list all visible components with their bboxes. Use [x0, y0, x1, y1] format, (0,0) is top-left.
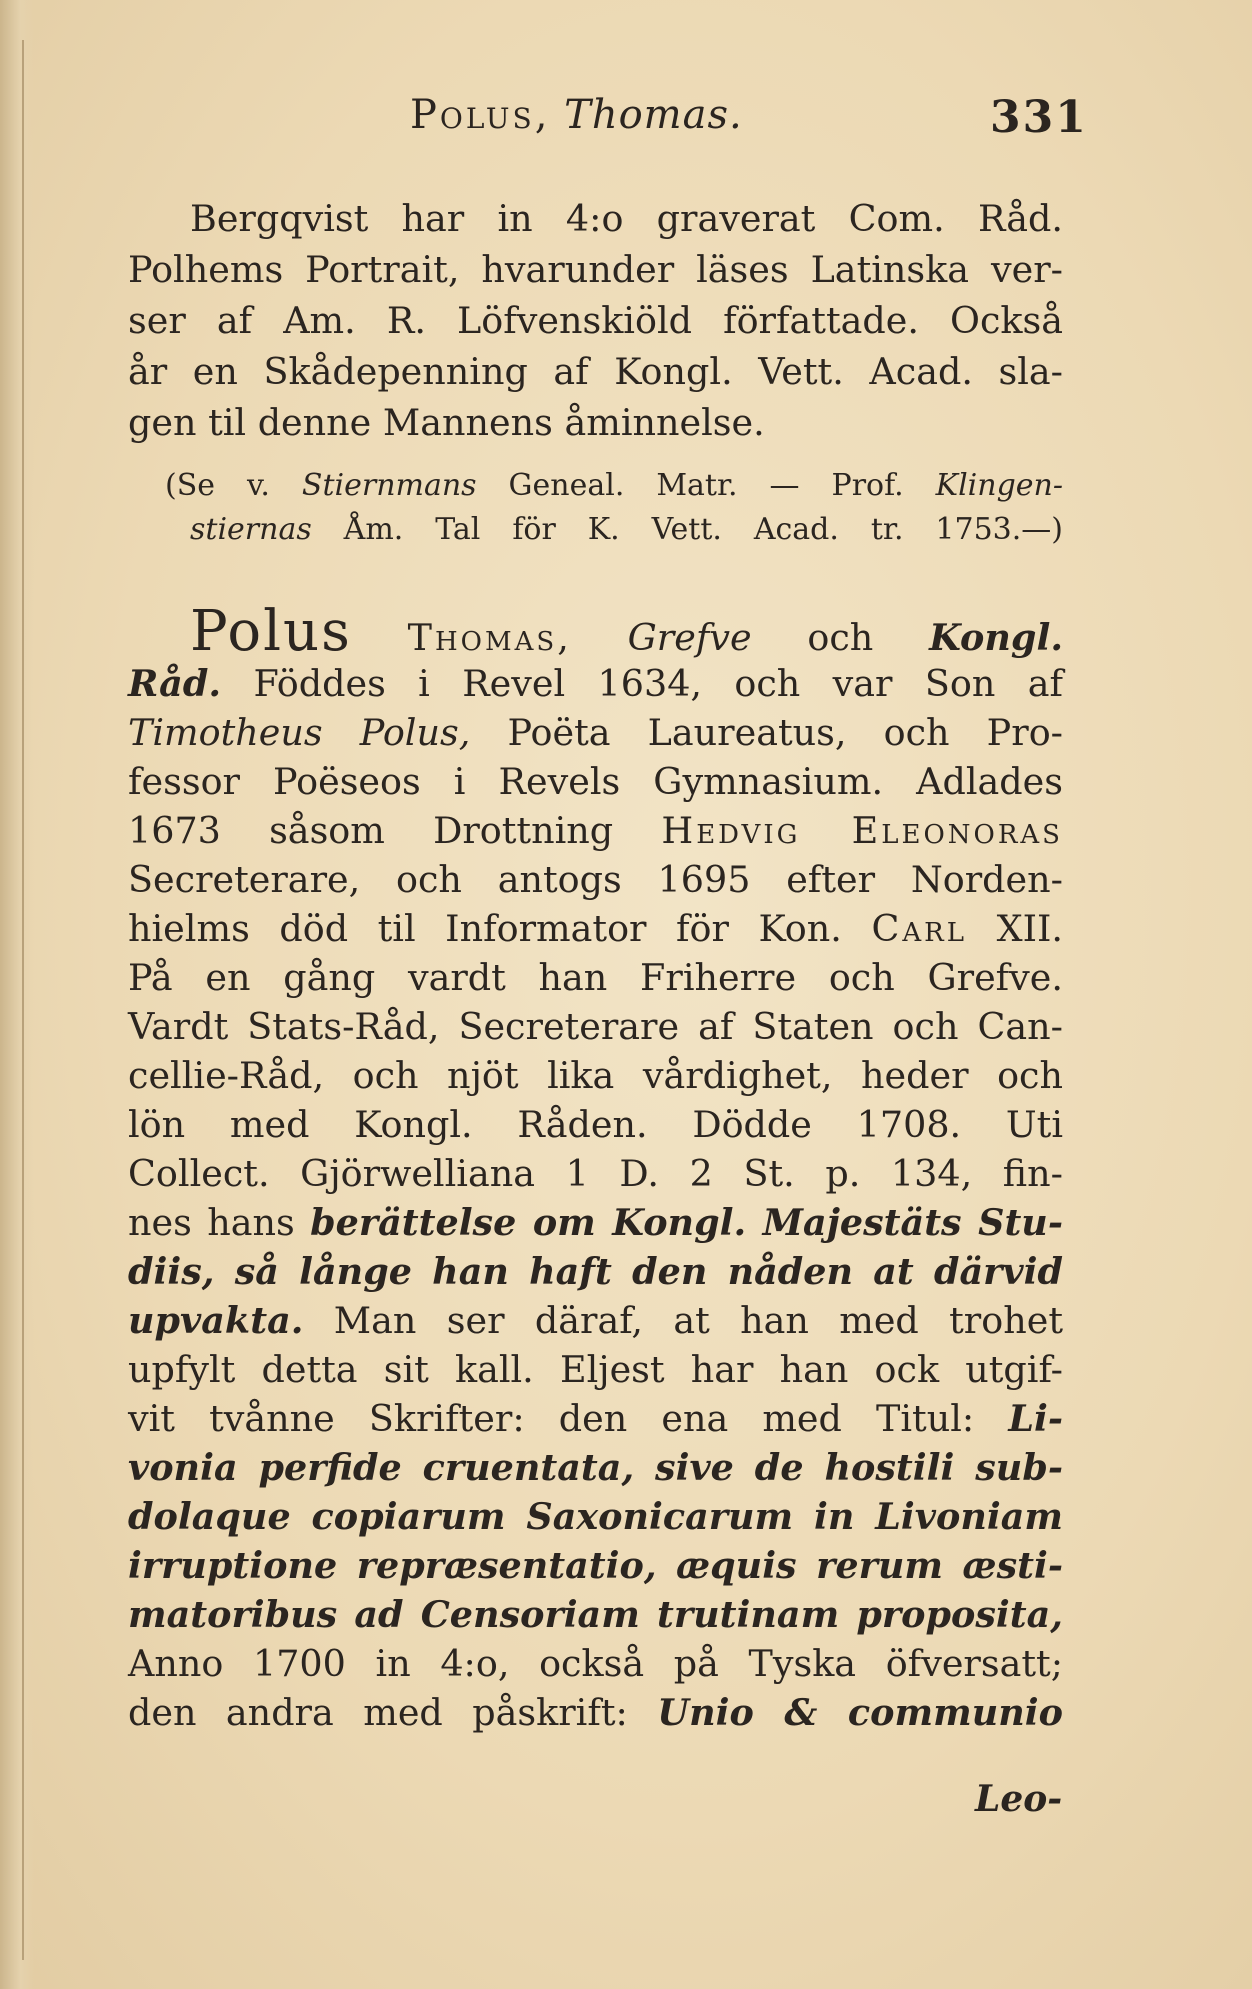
text-line: 1673 såsom Drottning Hedvig Eleonoras: [128, 809, 1063, 852]
book-spine-shadow: [0, 0, 34, 1989]
text-line: ser af Am. R. Löfvenskiöld författade. Också: [128, 299, 1063, 342]
reference-note-line: stiernas Åm. Tal för K. Vett. Acad. tr. 1753.—): [190, 512, 1063, 547]
entry-name: Polus: [190, 599, 352, 664]
text-line: diis, så långe han haft den nåden at därvid: [128, 1250, 1063, 1293]
text-line: matoribus ad Censoriam trutinam proposita,: [128, 1593, 1063, 1636]
catchword: Leo-: [975, 1778, 1063, 1820]
text-line: hielms död til Informator för Kon. Carl XII.: [128, 907, 1064, 950]
text-line: Råd. Föddes i Revel 1634, och var Son af: [128, 662, 1063, 705]
running-head-given: Thomas.: [564, 92, 743, 138]
text-line: Vardt Stats-Råd, Secreterare af Staten och Can-: [128, 1005, 1063, 1048]
text-line: vit tvånne Skrifter: den ena med Titul: Li-: [128, 1397, 1063, 1440]
text-line: Secreterare, och antogs 1695 efter Norden-: [128, 858, 1063, 901]
text-line: den andra med påskrift: Unio & communio: [128, 1691, 1063, 1734]
text-line: Polhems Portrait, hvarunder läses Latinska ver-: [128, 248, 1063, 291]
text-line: nes hans berättelse om Kongl. Majestäts Stu-: [128, 1201, 1063, 1244]
reference-note-line: (Se v. Stiernmans Geneal. Matr. — Prof. Klingen-: [165, 468, 1063, 503]
text-line: Collect. Gjörwelliana 1 D. 2 St. p. 134, fin-: [128, 1152, 1063, 1195]
text-line: år en Skådepenning af Kongl. Vett. Acad. sla-: [128, 350, 1063, 393]
text-line: vonia perfide cruentata, sive de hostili sub-: [128, 1446, 1063, 1489]
text-line: lön med Kongl. Råden. Dödde 1708. Uti: [128, 1103, 1063, 1146]
entry-heading: Polus Thomas, Grefve och Kongl.: [190, 599, 1064, 664]
text-line: Bergqvist har in 4:o graverat Com. Råd.: [190, 197, 1063, 240]
running-head: [410, 92, 743, 138]
text-line: fessor Poëseos i Revels Gymnasium. Adlades: [128, 760, 1063, 803]
text-line: Timotheus Polus, Poëta Laureatus, och Pro-: [128, 711, 1063, 754]
text-line: upvakta. Man ser däraf, at han med trohet: [128, 1299, 1063, 1342]
text-line: På en gång vardt han Friherre och Grefve.: [128, 956, 1063, 999]
text-line: dolaque copiarum Saxonicarum in Livoniam: [128, 1495, 1063, 1538]
page-number: 331: [990, 92, 1088, 143]
text-line: Anno 1700 in 4:o, också på Tyska öfversatt;: [128, 1642, 1063, 1685]
text-line: cellie-Råd, och njöt lika vårdighet, heder och: [128, 1054, 1063, 1097]
text-line: irruptione repræsentatio, æquis rerum æsti-: [128, 1544, 1063, 1587]
text-line: upfylt detta sit kall. Eljest har han ock utgif-: [128, 1348, 1063, 1391]
binding-edge: [22, 40, 24, 1960]
running-head-name: Polus,: [410, 92, 551, 138]
text-line: gen til denne Mannens åminnelse.: [128, 401, 765, 444]
